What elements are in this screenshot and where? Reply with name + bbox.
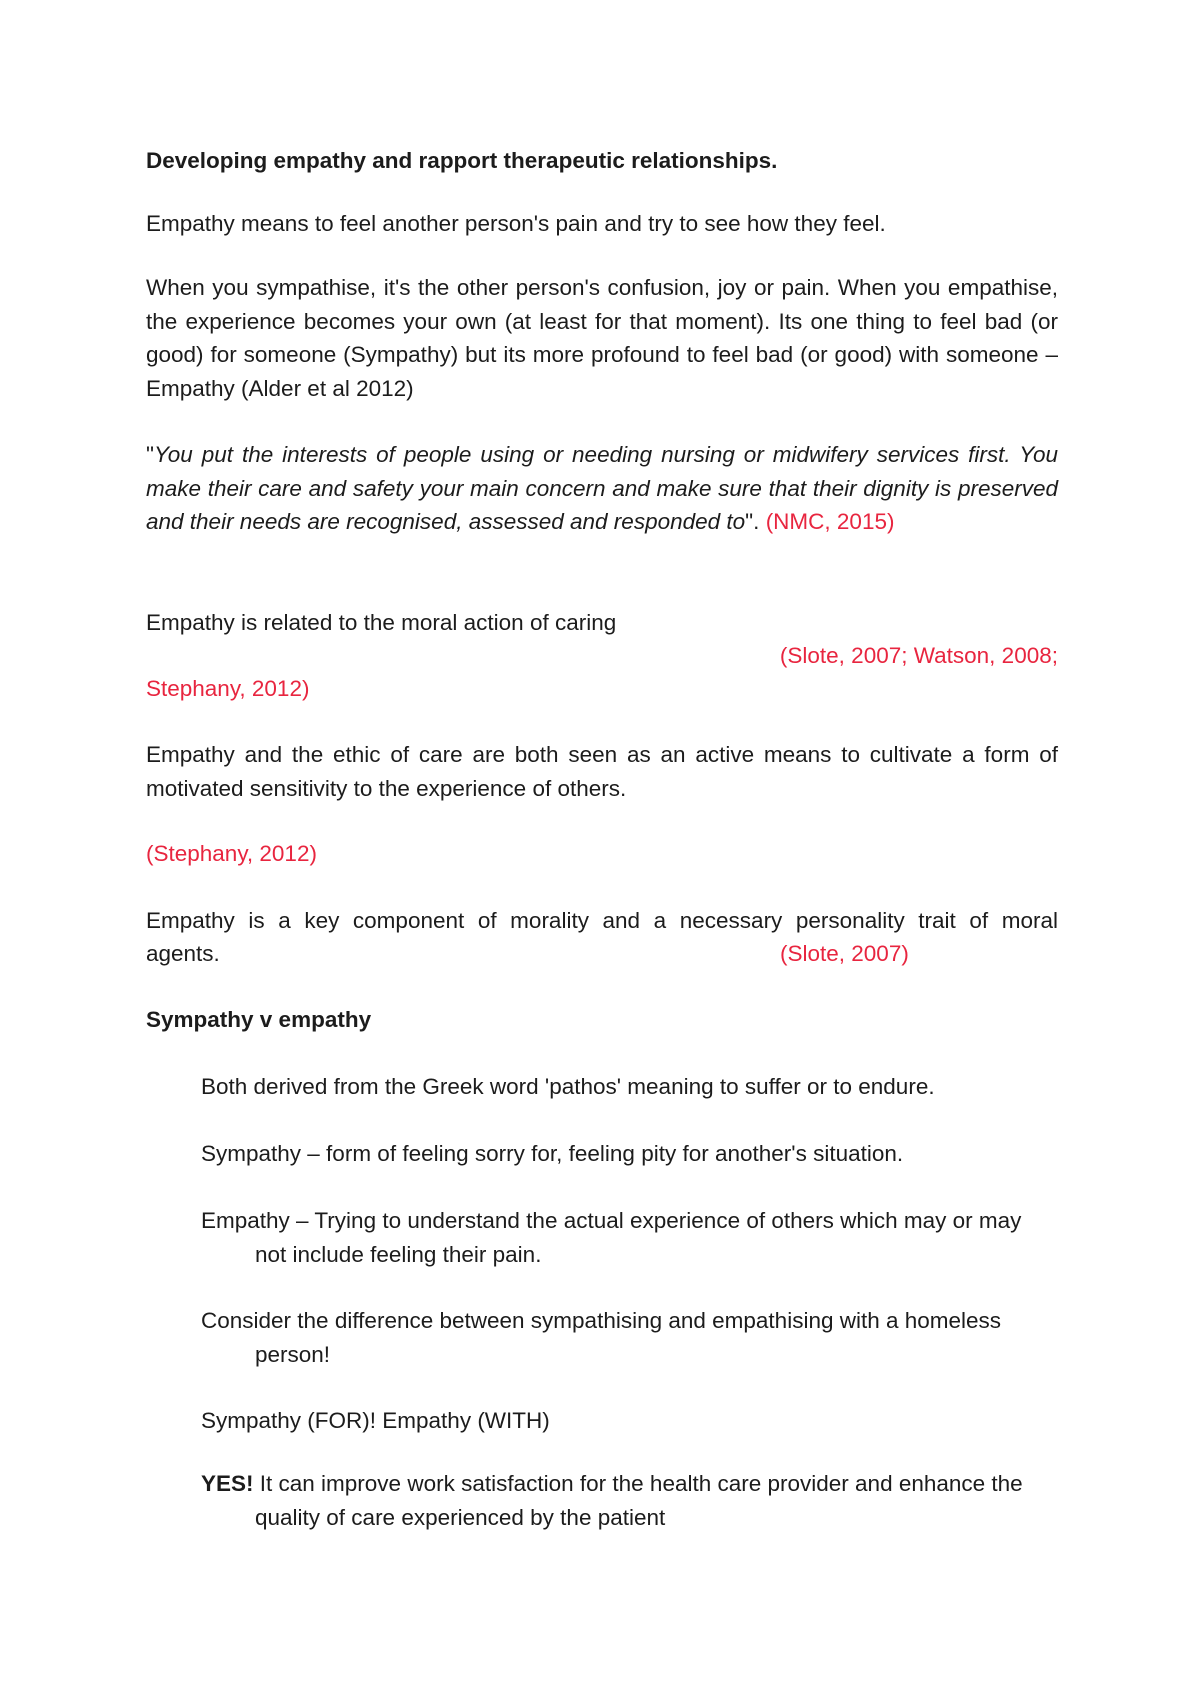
paragraph-ethic-of-care: Empathy and the ethic of care are both seen as an active means to cultivate a form of motivated sensitivity to the experience of others.: [146, 742, 1058, 801]
citation-stephany-line: Stephany, 2012): [146, 676, 310, 701]
paragraph-sympathise-empathise: When you sympathise, it's the other person's confusion, joy or pain. When you empathise, the experience becomes your own (at least for that moment). Its one thing to feel bad (or good) for someone (Sympathy) but its more profound to feel bad (or good) with someone – Empathy (Alder et al 2012): [146, 275, 1058, 401]
quote-text: You put the interests of people using or needing nursing or midwifery services first. You make their care and safety your main concern and make sure that their dignity is preserved and their needs are recognised, assessed and responded to: [146, 442, 1058, 534]
citation-slote-watson: (Slote, 2007; Watson, 2008;: [779, 643, 1058, 668]
list-item: Consider the difference between sympathising and empathising with a homeless person!: [201, 1308, 1002, 1367]
paragraph-morality-line1: Empathy is a key component of morality and a necessary personality trait of moral: [146, 908, 1058, 933]
yes-text: It can improve work satisfaction for the health care provider and enhance the quality of care experienced by the patient: [253, 1471, 1023, 1530]
paragraph-nmc-quote: [146, 438, 1058, 539]
paragraph-morality-line2: [146, 937, 1058, 971]
page-title: Developing empathy and rapport therapeutic relationships.: [146, 148, 778, 173]
list-item-yes: [201, 1467, 1058, 1534]
citation-nmc: (NMC, 2015): [765, 509, 895, 534]
list-item: Both derived from the Greek word 'pathos' meaning to suffer or to endure.: [201, 1074, 935, 1099]
list-item: Sympathy (FOR)! Empathy (WITH): [201, 1408, 550, 1433]
list-item: Empathy – Trying to understand the actual experience of others which may or may not include feeling their pain.: [201, 1208, 1022, 1267]
morality-text-end: agents.: [146, 941, 220, 966]
section-heading: Sympathy v empathy: [146, 1007, 372, 1032]
quote-open-mark: ": [146, 442, 154, 467]
paragraph-definition: Empathy means to feel another person's pain and try to see how they feel.: [146, 211, 886, 236]
quote-close-mark: ".: [745, 509, 760, 534]
citation-stephany: (Stephany, 2012): [146, 841, 317, 866]
list-item: Sympathy – form of feeling sorry for, feeling pity for another's situation.: [201, 1141, 904, 1166]
paragraph-moral-action: Empathy is related to the moral action of caring: [146, 610, 617, 635]
yes-label: YES!: [201, 1471, 254, 1496]
citation-slote: (Slote, 2007): [780, 941, 909, 966]
